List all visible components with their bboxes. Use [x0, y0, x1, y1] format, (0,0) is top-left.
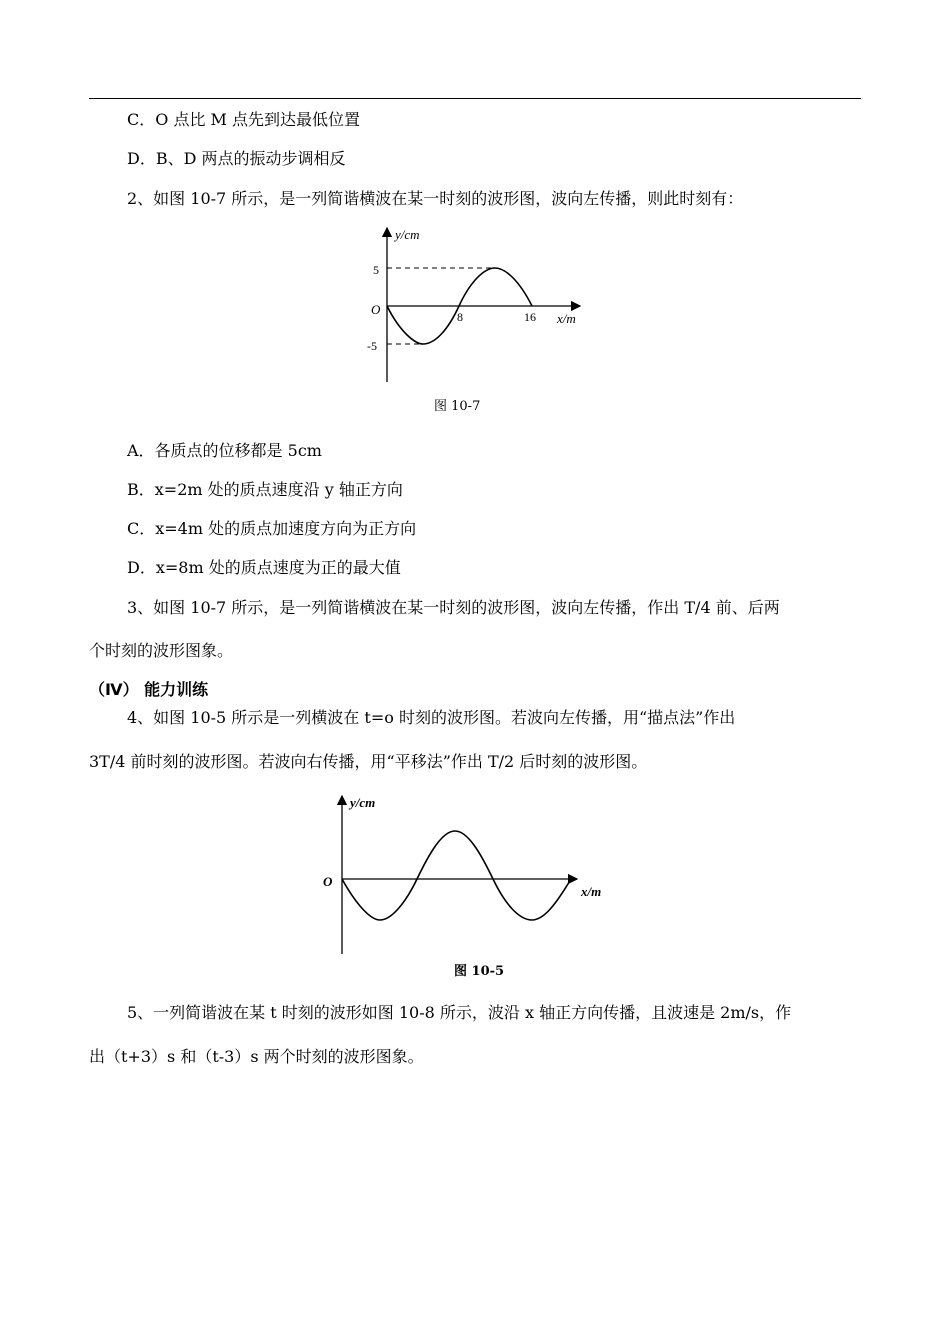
option-c-q1: C．O 点比 M 点先到达最低位置	[127, 110, 361, 129]
question-4-line2: 3T/4 前时刻的波形图。若波向右传播，用“平移法”作出 T/2 后时刻的波形图。	[89, 752, 648, 771]
origin-label: O	[323, 874, 333, 889]
question-2: 2、如图 10-7 所示，是一列简谐横波在某一时刻的波形图，波向左传播，则此时刻有：	[127, 189, 744, 208]
question-3-line1: 3、如图 10-7 所示，是一列简谐横波在某一时刻的波形图，波向左传播，作出 T/4 前、后两	[127, 598, 780, 617]
question-3-line2: 个时刻的波形图象。	[89, 641, 234, 660]
x-tick-16: 16	[524, 310, 536, 324]
wave-curve	[342, 831, 571, 920]
figure-10-7-caption: 图 10-7	[434, 399, 481, 414]
option-b-q2: B．x=2m 处的质点速度沿 y 轴正方向	[127, 480, 403, 499]
x-tick-8: 8	[457, 310, 463, 324]
x-axis-label: x/m	[557, 311, 576, 326]
y-axis-label: y/cm	[350, 795, 376, 810]
figure-10-5	[315, 788, 615, 960]
question-4-line1: 4、如图 10-5 所示是一列横波在 t=o 时刻的波形图。若波向左传播，用“描点法”作出	[127, 708, 736, 727]
y-tick-neg5: -5	[367, 339, 377, 353]
question-5-line1: 5、一列简谐波在某 t 时刻的波形如图 10-8 所示，波沿 x 轴正方向传播，且波速是 2m/s，作	[127, 1003, 792, 1022]
figure-10-7	[360, 222, 600, 392]
figure-10-5-caption: 图 10-5	[454, 964, 505, 979]
option-d-q1: D．B、D 两点的振动步调相反	[127, 149, 346, 168]
option-c-q2: C．x=4m 处的质点加速度方向为正方向	[127, 519, 417, 538]
option-a-q2: A．各质点的位移都是 5cm	[127, 441, 322, 460]
question-5-line2: 出（t+3）s 和（t-3）s 两个时刻的波形图象。	[89, 1047, 424, 1066]
x-axis-label: x/m	[581, 884, 602, 899]
y-tick-5: 5	[373, 263, 379, 277]
option-d-q2: D．x=8m 处的质点速度为正的最大值	[127, 558, 401, 577]
header-rule	[89, 98, 861, 99]
section-heading: （Ⅳ） 能力训练	[89, 680, 209, 699]
origin-label: O	[371, 302, 381, 317]
y-axis-label: y/cm	[395, 227, 420, 242]
